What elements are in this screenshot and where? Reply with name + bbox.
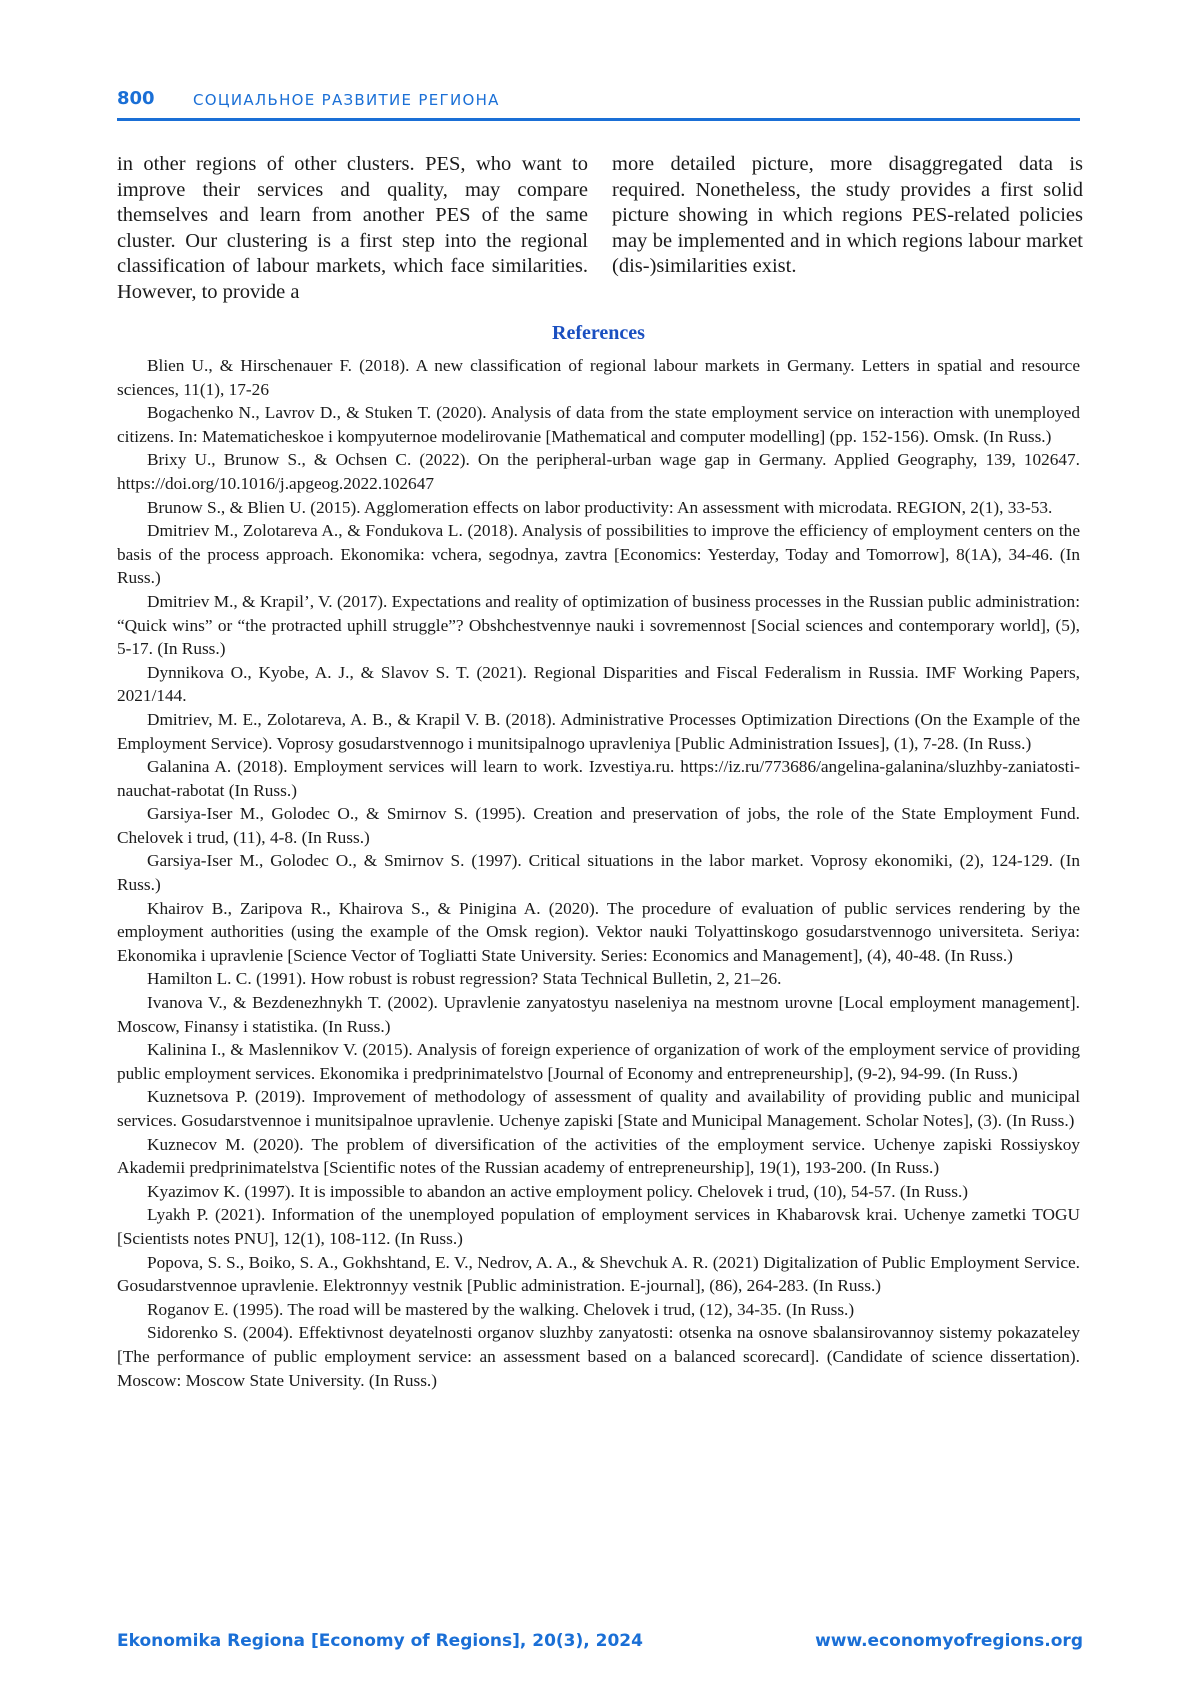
- reference-item: Khairov B., Zaripova R., Khairova S., & Pinigina A. (2020). The procedure of evaluation of public services rendering by the employment authorities (using the example of the Omsk region). Vektor nauki Tolyattinskogo gosudarstvennogo universiteta. Seriya: Ekonomika i upravlenie [Science Vector of Togliatti State University. Series: Economics and Management], (4), 40-48. (In Russ.): [117, 898, 1080, 965]
- reference-item: Popova, S. S., Boiko, S. A., Gokhshtand, E. V., Nedrov, A. A., & Shevchuk A. R. (2021) Digitalization of Public Employment Service. Gosudarstvennoe upravlenie. Elektronnyy vestnik [Public administration. E-journal], (86), 264-283. (In Russ.): [117, 1252, 1080, 1296]
- reference-item: Dmitriev, M. E., Zolotareva, A. B., & Krapil V. B. (2018). Administrative Processes Optimization Directions (On the Example of the Employment Service). Voprosy gosudarstvennogo i munitsipalnogo upravleniya [Public Administration Issues], (1), 7-28. (In Russ.): [117, 709, 1080, 753]
- reference-item: Kalinina I., & Maslennikov V. (2015). Analysis of foreign experience of organization of work of the employment service of providing public employment services. Ekonomika i predprinimatelstvo [Journal of Economy and entrepreneurship], (9-2), 94-99. (In Russ.): [117, 1040, 1080, 1083]
- reference-item: Dynnikova O., Kyobe, A. J., & Slavov S. T. (2021). Regional Disparities and Fiscal Federalism in Russia. IMF Working Papers, 2021/144.: [117, 662, 1080, 706]
- reference-item: Ivanova V., & Bezdenezhnykh T. (2002). Upravlenie zanyatostyu naseleniya na mestnom urovne [Local employment management]. Moscow, Finansy i statistika. (In Russ.): [117, 993, 1080, 1036]
- reference-item: Lyakh P. (2021). Information of the unemployed population of employment services in Khabarovsk krai. Uchenye zametki TOGU [Scientists notes PNU], 12(1), 108-112. (In Russ.): [117, 1205, 1080, 1248]
- reference-item: Garsiya-Iser M., Golodec O., & Smirnov S. (1995). Creation and preservation of jobs, the role of the State Employment Fund. Chelovek i trud, (11), 4-8. (In Russ.): [117, 804, 1080, 847]
- page-header: [117, 82, 1080, 121]
- references-list: [117, 354, 1080, 1392]
- reference-item: Kuznecov M. (2020). The problem of diversification of the activities of the employment service. Uchenye zapiski Rossiyskoy Akademii predprinimatelstva [Scientific notes of the Russian academy of entrepreneurship], 19(1), 193-200. (In Russ.): [117, 1134, 1080, 1178]
- body-text: [117, 152, 1083, 303]
- reference-item: Dmitriev M., Zolotareva A., & Fondukova L. (2018). Analysis of possibilities to improve the efficiency of employment centers on the basis of the process approach. Ekonomika: vchera, segodnya, zavtra [Economics: Yesterday, Today and Tomorrow], 8(1A), 34-46. (In Russ.): [117, 521, 1080, 588]
- reference-item: Galanina A. (2018). Employment services will learn to work. Izvestiya.ru. https://iz.ru/773686/angelina-galanina/sluzhby-zaniatosti-nauchat-rabotat (In Russ.): [117, 757, 1080, 800]
- reference-item: Sidorenko S. (2004). Effektivnost deyatelnosti organov sluzhby zanyatosti: otsenka na osnove sbalansirovannoy sistemy pokazateley [The performance of public employment service: an assessment based on a balanced scorecard]. (Candidate of science dissertation). Moscow: Moscow State University. (In Russ.): [117, 1323, 1080, 1390]
- references-heading: References: [552, 322, 645, 344]
- reference-item: Bogachenko N., Lavrov D., & Stuken T. (2020). Analysis of data from the state employment service on interaction with unemployed citizens. In: Matematicheskoe i kompyuternoe modelirovanie [Mathematical and computer modelling] (pp. 152-156). Omsk. (In Russ.): [117, 403, 1080, 446]
- reference-item: Kyazimov K. (1997). It is impossible to abandon an active employment policy. Chelovek i trud, (10), 54-57. (In Russ.): [147, 1181, 969, 1201]
- reference-item: Dmitriev M., & Krapil’, V. (2017). Expectations and reality of optimization of business processes in the Russian public administration: “Quick wins” or “the protracted uphill struggle”? Obshchestvennye nauki i sovremennost [Social sciences and contemporary world], (5), 5-17. (In Russ.): [117, 591, 1080, 659]
- left-column-text: in other regions of other clusters. PES, who want to improve their services and quality, may compare themselves and learn from another PES of the same cluster. Our clustering is a first step into the regional classification of labour markets, which face similarities. However, to provide a: [117, 153, 588, 303]
- reference-item: Hamilton L. C. (1991). How robust is robust regression? Stata Technical Bulletin, 2, 21–26.: [147, 969, 782, 989]
- reference-item: Brixy U., Brunow S., & Ochsen C. (2022). On the peripheral-urban wage gap in Germany. Applied Geography, 139, 102647. https://doi.org/10.1016/j.apgeog.2022.102647: [117, 450, 1080, 493]
- footer-citation: Ekonomika Regiona [Economy of Regions], 20(3), 2024: [117, 1631, 643, 1651]
- reference-item: Garsiya-Iser M., Golodec O., & Smirnov S. (1997). Critical situations in the labor market. Voprosy ekonomiki, (2), 124-129. (In Russ.): [117, 851, 1080, 895]
- reference-item: Blien U., & Hirschenauer F. (2018). A new classification of regional labour markets in Germany. Letters in spatial and resource sciences, 11(1), 17-26: [117, 356, 1080, 399]
- page-number: 800: [117, 88, 155, 109]
- journal-section-title: СОЦИАЛЬНОЕ РАЗВИТИЕ РЕГИОНА: [193, 91, 500, 109]
- reference-item: Brunow S., & Blien U. (2015). Agglomeration effects on labor productivity: An assessment with microdata. REGION, 2(1), 33-53.: [147, 497, 1053, 517]
- footer-website-link[interactable]: www.economyofregions.org: [815, 1631, 1083, 1651]
- reference-item: Roganov E. (1995). The road will be mastered by the walking. Chelovek i trud, (12), 34-35. (In Russ.): [147, 1299, 855, 1319]
- right-column-text: more detailed picture, more disaggregated data is required. Nonetheless, the study provides a first solid picture showing in which regions PES-related policies may be implemented and in which regions labour market (dis-)similarities exist.: [612, 153, 1083, 278]
- reference-item: Kuznetsova P. (2019). Improvement of methodology of assessment of quality and availability of providing public and municipal services. Gosudarstvennoe i munitsipalnoe upravlenie. Uchenye zapiski [State and Municipal Management. Scholar Notes], (3). (In Russ.): [117, 1087, 1080, 1130]
